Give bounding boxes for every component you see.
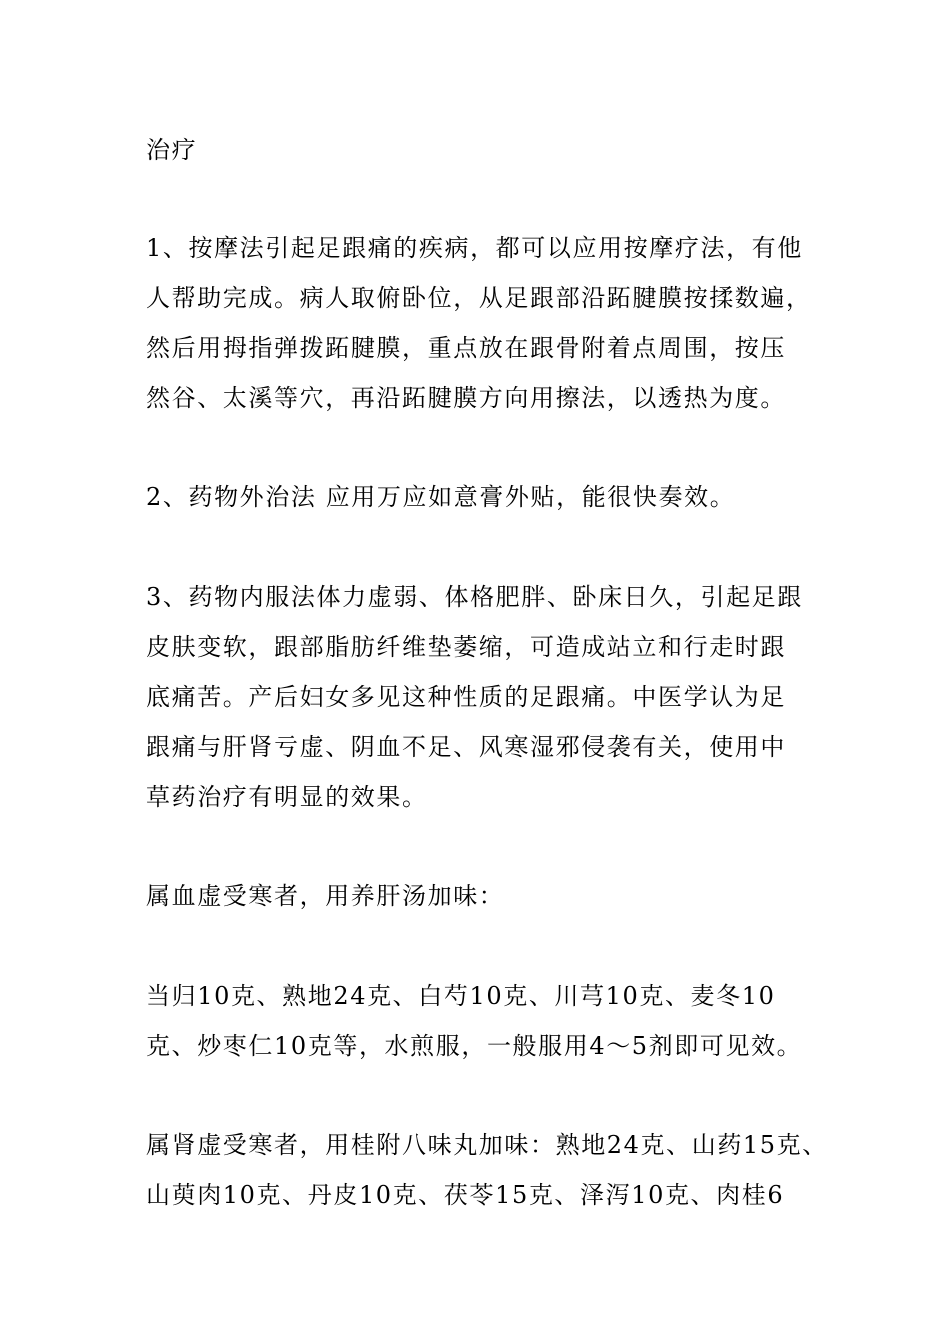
paragraph-line: 人帮助完成。病人取俯卧位，从足跟部沿跖腱膜按揉数遍， (146, 284, 812, 312)
paragraph-line: 皮肤变软，跟部脂肪纤维垫萎缩，可造成站立和行走时跟 (146, 633, 786, 661)
paragraph-line: 底痛苦。产后妇女多见这种性质的足跟痛。中医学认为足 (146, 683, 786, 711)
paragraph-line: 当归10克、熟地24克、白芍10克、川芎10克、麦冬10 (146, 982, 776, 1010)
paragraph-line: 属血虚受寒者，用养肝汤加味： (146, 882, 505, 910)
paragraph-line: 2、药物外治法 应用万应如意膏外贴，能很快奏效。 (146, 483, 736, 511)
paragraph-line: 属肾虚受寒者，用桂附八味丸加味：熟地24克、山药15克、 (146, 1131, 828, 1159)
section-heading: 治疗 (146, 136, 198, 164)
paragraph-line: 3、药物内服法体力虚弱、体格肥胖、卧床日久，引起足跟 (146, 583, 803, 611)
paragraph-line: 克、炒枣仁10克等，水煎服，一般服用4～5剂即可见效。 (146, 1032, 803, 1060)
paragraph-line: 跟痛与肝肾亏虚、阴血不足、风寒湿邪侵袭有关，使用中 (146, 733, 786, 761)
paragraph-line: 1、按摩法引起足跟痛的疾病，都可以应用按摩疗法，有他 (146, 234, 803, 262)
paragraph-line: 草药治疗有明显的效果。 (146, 783, 428, 811)
paragraph-line: 山萸肉10克、丹皮10克、茯苓15克、泽泻10克、肉桂6 (146, 1181, 785, 1209)
paragraph-line: 然谷、太溪等穴，再沿跖腱膜方向用擦法，以透热为度。 (146, 384, 786, 412)
paragraph-line: 然后用拇指弹拨跖腱膜，重点放在跟骨附着点周围，按压 (146, 334, 786, 362)
